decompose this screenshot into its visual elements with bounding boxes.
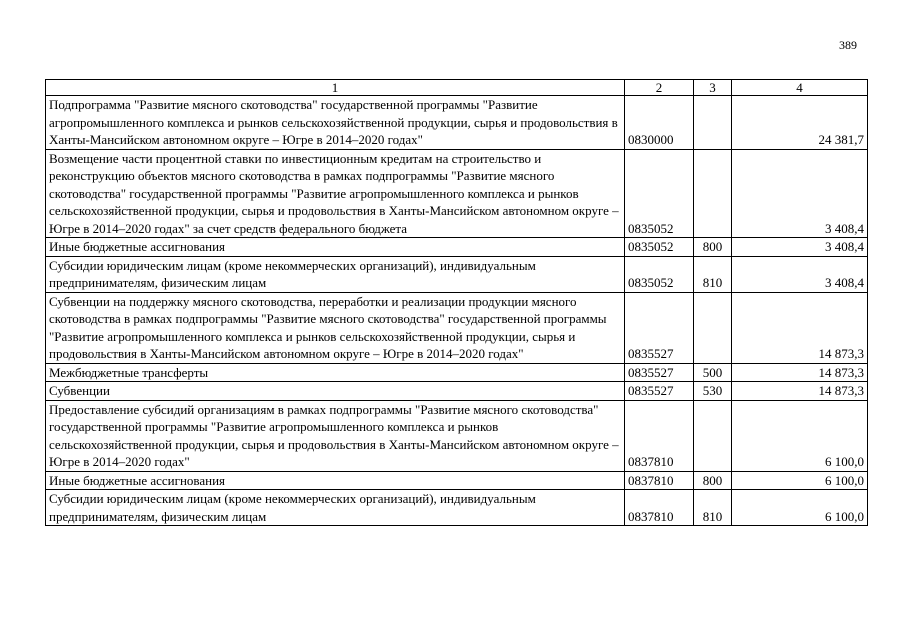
table-row xyxy=(46,238,868,257)
row-target-code: 0830000 xyxy=(625,96,694,150)
table-row xyxy=(46,256,868,292)
row-description: Иные бюджетные ассигнования xyxy=(46,471,625,490)
row-amount: 3 408,4 xyxy=(732,256,868,292)
column-header-amount: 4 xyxy=(732,80,868,96)
column-header-description: 1 xyxy=(46,80,625,96)
row-expense-type: 800 xyxy=(694,471,732,490)
row-description: Субсидии юридическим лицам (кроме некоммерческих организаций), индивидуальным предпринимателям, физическим лицам xyxy=(46,490,625,526)
row-target-code: 0835052 xyxy=(625,238,694,257)
row-target-code: 0835527 xyxy=(625,292,694,363)
budget-table xyxy=(45,79,868,526)
row-description: Возмещение части процентной ставки по инвестиционным кредитам на строительство и реконструкцию объектов мясного скотоводства в рамках подпрограммы "Развитие мясного скотоводства" государственной программы "Развитие агропромышленного комплекса и рынков сельскохозяйственной продукции, сырья и продовольствия в Ханты-Мансийском автономном округе – Югре в 2014–2020 годах" за счет средств федерального бюджета xyxy=(46,149,625,238)
table-row xyxy=(46,363,868,382)
row-amount: 14 873,3 xyxy=(732,363,868,382)
table-row xyxy=(46,149,868,238)
row-expense-type xyxy=(694,96,732,150)
row-target-code: 0837810 xyxy=(625,490,694,526)
row-amount: 6 100,0 xyxy=(732,400,868,471)
row-description: Субвенции xyxy=(46,382,625,401)
row-target-code: 0837810 xyxy=(625,400,694,471)
row-expense-type: 810 xyxy=(694,256,732,292)
row-amount: 24 381,7 xyxy=(732,96,868,150)
row-amount: 14 873,3 xyxy=(732,292,868,363)
row-amount: 14 873,3 xyxy=(732,382,868,401)
table-row xyxy=(46,471,868,490)
row-description: Иные бюджетные ассигнования xyxy=(46,238,625,257)
row-expense-type: 800 xyxy=(694,238,732,257)
row-expense-type xyxy=(694,292,732,363)
row-amount: 6 100,0 xyxy=(732,490,868,526)
table-row xyxy=(46,382,868,401)
table-row xyxy=(46,490,868,526)
row-description: Предоставление субсидий организациям в рамках подпрограммы "Развитие мясного скотоводства" государственной программы "Развитие агропромышленного комплекса и рынков сельскохозяйственной продукции, сырья и продовольствия в Ханты-Мансийском автономном округе – Югре в 2014–2020 годах" xyxy=(46,400,625,471)
row-amount: 3 408,4 xyxy=(732,238,868,257)
row-target-code: 0835052 xyxy=(625,256,694,292)
row-description: Подпрограмма "Развитие мясного скотоводства" государственной программы "Развитие агропромышленного комплекса и рынков сельскохозяйственной продукции, сырья и продовольствия в Ханты-Мансийском автономном округе – Югре в 2014–2020 годах" xyxy=(46,96,625,150)
row-expense-type: 810 xyxy=(694,490,732,526)
row-target-code: 0835527 xyxy=(625,363,694,382)
row-expense-type xyxy=(694,400,732,471)
table-header-row xyxy=(46,80,868,96)
page-number: 389 xyxy=(839,38,857,52)
row-expense-type: 530 xyxy=(694,382,732,401)
row-target-code: 0835052 xyxy=(625,149,694,238)
row-expense-type xyxy=(694,149,732,238)
row-expense-type: 500 xyxy=(694,363,732,382)
table-row xyxy=(46,400,868,471)
row-amount: 3 408,4 xyxy=(732,149,868,238)
column-header-type: 3 xyxy=(694,80,732,96)
row-target-code: 0837810 xyxy=(625,471,694,490)
table-row xyxy=(46,96,868,150)
row-amount: 6 100,0 xyxy=(732,471,868,490)
column-header-code: 2 xyxy=(625,80,694,96)
row-description: Субсидии юридическим лицам (кроме некоммерческих организаций), индивидуальным предпринимателям, физическим лицам xyxy=(46,256,625,292)
row-target-code: 0835527 xyxy=(625,382,694,401)
row-description: Межбюджетные трансферты xyxy=(46,363,625,382)
row-description: Субвенции на поддержку мясного скотоводства, переработки и реализации продукции мясного скотоводства в рамках подпрограммы "Развитие мясного скотоводства" государственной программы "Развитие агропромышленного комплекса и рынков сельскохозяйственной продукции, сырья и продовольствия в Ханты-Мансийском автономном округе – Югре в 2014–2020 годах" xyxy=(46,292,625,363)
table-row xyxy=(46,292,868,363)
